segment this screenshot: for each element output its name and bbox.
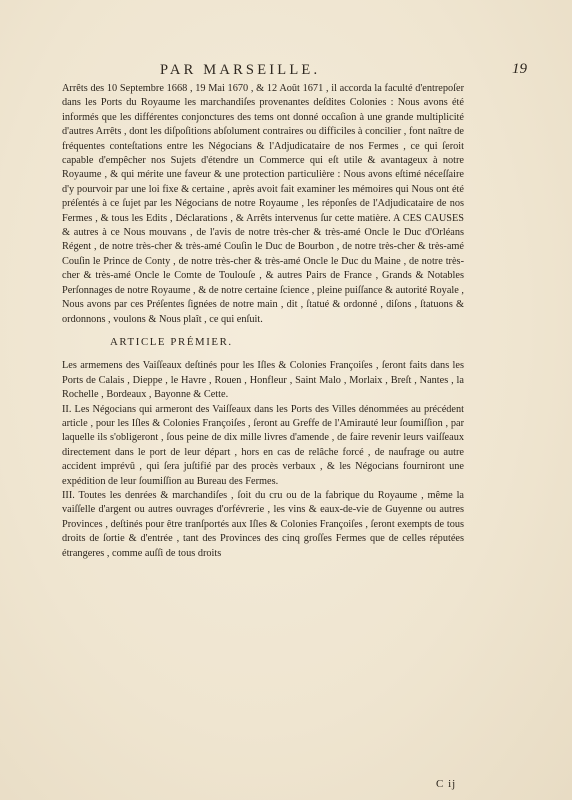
- running-head: PAR MARSEILLE.: [160, 62, 321, 78]
- page-header: [0, 62, 572, 80]
- article-heading: ARTICLE PRÉMIER.: [110, 335, 233, 348]
- article-3-paragraph: III. Toutes les denrées & marchandiſes , ſoit du cru ou de la fabrique du Royaume , même la vaiſſelle d'argent ou autres ouvrages d'orfévrerie , les vins & eaux-de-vie de Guyenne ou autres Provinces , deſtinés pour être tranſportés aux Iſles & Colonies Françoiſes , ſeront exempts de tous droits de ſortie & d'entrée , tant des Provinces des cinq groſſes Fermes que de celles réputées étrangeres , comme auſſi de tous droits: [62, 489, 464, 559]
- signature-mark: C ij: [436, 778, 457, 790]
- article-1-paragraph: Les armemens des Vaiſſeaux deſtinés pour les Iſles & Colonies Françoiſes , ſeront faits dans les Ports de Calais , Dieppe , le Havre , Rouen , Honfleur , Saint Malo , Morlaix , Breſt , Nantes , la Rochelle , Bordeaux , Bayonne & Cette.: [62, 360, 464, 401]
- page-number: 19: [512, 61, 527, 77]
- article-2-paragraph: II. Les Négocians qui armeront des Vaiſſeaux dans les Ports des Villes dénommées au précédent article , pour les Iſles & Colonies Françoiſes , ſeront au Greffe de l'Amirauté leur ſoumiſſion , par laquelle ils s'obligeront , ſous peine de dix mille livres d'amende , de faire revenir leurs vaiſſeaux directement dans le port de leur départ , hors en cas de relâche forcé , de naufrage ou autre accident imprévû , qui ſera juſtifié par des procès verbaux , & les Négocians fourniront une expédition de leur ſoumiſſion au Bureau des Fermes.: [62, 403, 464, 487]
- paragraph-preamble: Arrêts des 10 Septembre 1668 , 19 Mai 1670 , & 12 Août 1671 , il accorda la faculté d'entrepoſer dans les Ports du Royaume les marchandiſes provenantes deſdites Colonies : Nous avons été informés que les différentes conjonctures des tems ont donné occaſion à une grande multiplicité d'autres Arrêts , dont les diſpoſitions abſolument contraires ou difficiles à concilier , font naître de fréquentes conteſtations entre les Négocians & l'Adjudicataire de nos Fermes , ce qui ſeroit capable d'empêcher nos Sujets d'étendre un Commerce qui eſt utile & avantageux à notre Royaume , & qui mérite une faveur & une protection particulière : Nous avons eſtimé néceſſaire d'y pourvoir par une loi fixe & certaine , après avoit fait examiner les mémoires qui Nous ont été préſentés à ce ſujet par les Négocians de notre Royaume , les réponſes de l'Adjudicataire de nos Fermes , & tous les Edits , Déclarations , & Arrêts intervenus ſur cette matière. A CES CAUSES & autres à ce Nous mouvans , de l'avis de notre très-cher & très-amé Oncle le Duc d'Orléans Régent , de notre très-cher & très-amé Couſin le Duc de Bourbon , de notre très-cher & très-amé Couſin le Prince de Conty , de notre très-cher & très-amé Oncle le Duc du Maine , de notre très-cher & très-amé Oncle le Comte de Toulouſe , & autres Pairs de France , Grands & Notables Perſonnages de notre Royaume , & de notre certaine ſcience , pleine puiſſance & autorité Royale , Nous avons par ces Préſentes ſignées de notre main , dit , ſtatué & ordonné , diſons , ſtatuons & ordonnons , voulons & Nous plaît , ce qui enſuit.: [62, 83, 464, 325]
- body-text: [62, 82, 464, 561]
